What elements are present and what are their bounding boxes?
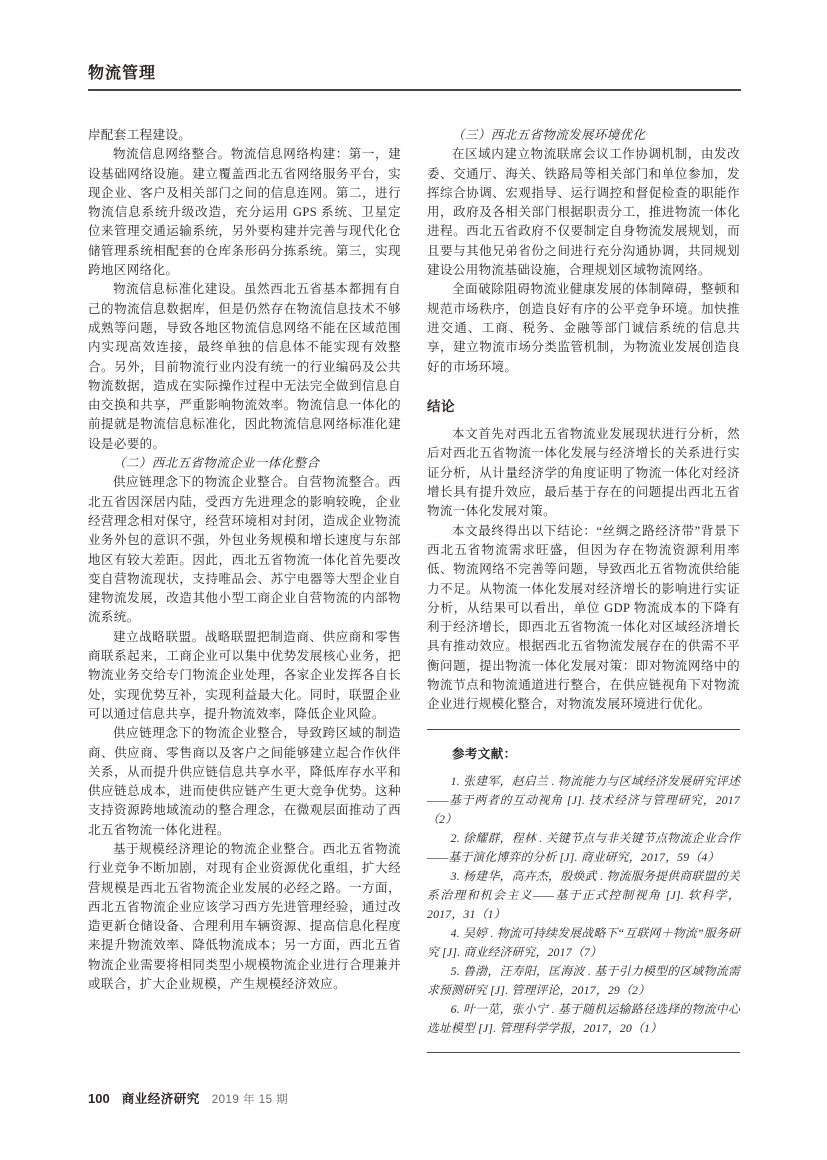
paragraph: 物流信息网络整合。物流信息网络构建：第一，建设基础网络设施。建立覆盖西北五省网络服务平台，实现企业、客户及相关部门之间的信息连网。第二，进行物流信息系统升级改造，充分运用 GPS 系统、卫星定位来管理交通运输系统，另外要构建并完善与现代化仓储管理系统相配套的仓库条形码分拣系统。第三，实现跨地区网络化。 xyxy=(88,147,401,278)
journal-name: 商业经济研究 xyxy=(121,1092,200,1106)
two-column-body xyxy=(88,126,741,1053)
reference-item: 6. 叶一苋，张小宁 . 基于随机运输路径选择的物流中心选址模型 [J]. 管理科学学报，2017，20（1） xyxy=(427,1001,740,1035)
paragraph: 本文最终得出以下结论：“丝绸之路经济带”背景下西北五省物流需求旺盛，但因为存在物流资源利用率低、物流网络不完善等问题，导致西北五省物流供给能力不足。从物流一体化发展对经济增长的影响进行实证分析，从结果可以看出，单位 GDP 物流成本的下降有利于经济增长，即西北五省物流一体化对区域经济增长具有推动效应。根据西北五省物流发展存在的供需不平衡问题，提出物流一体化发展对策：即对物流网络中的物流节点和物流通道进行整合，在供应链视角下对物流企业进行规模化整合，对物流发展环境进行优化。 xyxy=(427,523,740,712)
paragraph-continuation: 岸配套工程建设。 xyxy=(88,128,192,142)
paragraph: 全面破除阻碍物流业健康发展的体制障碍，整顿和规范市场秩序，创造良好有序的公平竞争环境。加快推进交通、工商、税务、金融等部门诚信系统的信息共享，建立物流市场分类监管机制，为物流业发展创造良好的市场环境。 xyxy=(427,282,740,374)
paragraph: 在区域内建立物流联席会议工作协调机制，由发改委、交通厅、海关、铁路局等相关部门和单位参加，发挥综合协调、宏观指导、运行调控和督促检查的职能作用，政府及各相关部门根据职责分工，推进物流一体化进程。西北五省政府不仅要制定自身物流发展规划，而且要与其他兄弟省份之间进行充分沟通协调，共同规划建设公用物流基础设施，合理规划区域物流网络。 xyxy=(427,147,740,278)
page-number: 100 xyxy=(88,1091,110,1106)
paragraph: 本文首先对西北五省物流业发展现状进行分析，然后对西北五省物流一体化发展与经济增长的关系进行实证分析，从计量经济学的角度证明了物流一体化对经济增长具有提升效应，最后基于存在的问题提出西北五省物流一体化发展对策。 xyxy=(427,427,740,519)
paragraph: 供应链理念下的物流企业整合，导致跨区域的制造商、供应商、零售商以及客户之间能够建立起合作伙伴关系，从而提升供应链信息共享水平，降低库存水平和供应链总成本，进而使供应链产生更大竞争优势。这种支持资源跨地域流动的整合理念，在微观层面推动了西北五省物流一体化进程。 xyxy=(88,726,401,837)
right-column xyxy=(427,126,740,1053)
reference-item: 3. 杨建华，高卉杰，殷焕武 . 物流服务提供商联盟的关系治理和机会主义——基于正式控制视角 [J]. 软科学，2017，31（1） xyxy=(427,868,740,921)
references-heading: 参考文献： xyxy=(452,746,517,761)
subsection-heading: （二）西北五省物流企业一体化整合 xyxy=(113,456,320,471)
paragraph: 供应链理念下的物流企业整合。自营物流整合。西北五省因深居内陆，受西方先进理念的影响较晚，企业经营理念相对保守，经营环境相对封闭，造成企业物流业务外包的意识不强，外包业务规模和增长速度与东部地区有较大差距。因此，西北五省物流一体化首先要改变自营物流现状，支持唯品会、苏宁电器等大型企业自建物流发展，改造其他小型工商企业自营物流的内部物流系统。 xyxy=(88,475,401,625)
paragraph: 基于规模经济理论的物流企业整合。西北五省物流行业竞争不断加剧，对现有企业资源优化重组，扩大经营规模是西北五省物流企业发展的必经之路。一方面，西北五省物流企业应该学习西方先进管理经验，通过改造更新仓储设备、合理利用车辆资源、提高信息化程度来提升物流效率、降低物流成本；另一方面，西北五省物流企业需要将相同类型小规模物流企业进行合理兼并或联合，扩大企业规模，产生规模经济效应。 xyxy=(88,841,401,992)
reference-item: 1. 张建军，赵启兰 . 物流能力与区域经济发展研究评述——基于两者的互动视角 [J]. 技术经济与管理研究，2017（2） xyxy=(427,773,740,826)
paragraph: 建立战略联盟。战略联盟把制造商、供应商和零售商联系起来，工商企业可以集中优势发展核心业务，把物流业务交给专门物流企业处理，各家企业发挥各自长处，实现优势互补，实现利益最大化。同时，联盟企业可以通过信息共享，提升物流效率，降低企业风险。 xyxy=(88,629,401,721)
paragraph: 物流信息标准化建设。虽然西北五省基本都拥有自己的物流信息数据库，但是仍然存在物流信息技术不够成熟等问题，导致各地区物流信息网络不能在区域范围内实现高效连接，最终单独的信息体不能实现有效整合。另外，目前物流行业内没有统一的行业编码及公共物流数据，造成在实际操作过程中无法完全做到信息自由交换和共享，严重影响物流效率。物流信息一体化的前提就是物流信息标准化，因此物流信息网络标准化建设是必要的。 xyxy=(88,282,401,451)
conclusion-heading: 结论 xyxy=(427,398,455,414)
column-section-header: 物流管理 xyxy=(88,60,741,91)
reference-item: 2. 徐耀群，程林 . 关键节点与非关键节点物流企业合作——基于演化博弈的分析 [J]. 商业研究，2017，59（4） xyxy=(427,830,740,864)
page-content xyxy=(88,60,741,1053)
reference-item: 5. 鲁渤，汪寿阳，匡海波 . 基于引力模型的区域物流需求预测研究 [J]. 管理评论，2017，29（2） xyxy=(427,963,740,997)
references-divider-bottom xyxy=(427,1052,740,1053)
references-divider-top xyxy=(427,729,740,730)
subsection-heading: （三）西北五省物流发展环境优化 xyxy=(452,128,646,142)
reference-item: 4. 吴婷 . 物流可持续发展战略下“互联网＋物流”服务研究 [J]. 商业经济研究，2017（7） xyxy=(427,925,740,959)
left-column xyxy=(88,126,401,1053)
page-footer xyxy=(88,1089,288,1107)
issue-label: 2019 年 15 期 xyxy=(211,1094,289,1106)
